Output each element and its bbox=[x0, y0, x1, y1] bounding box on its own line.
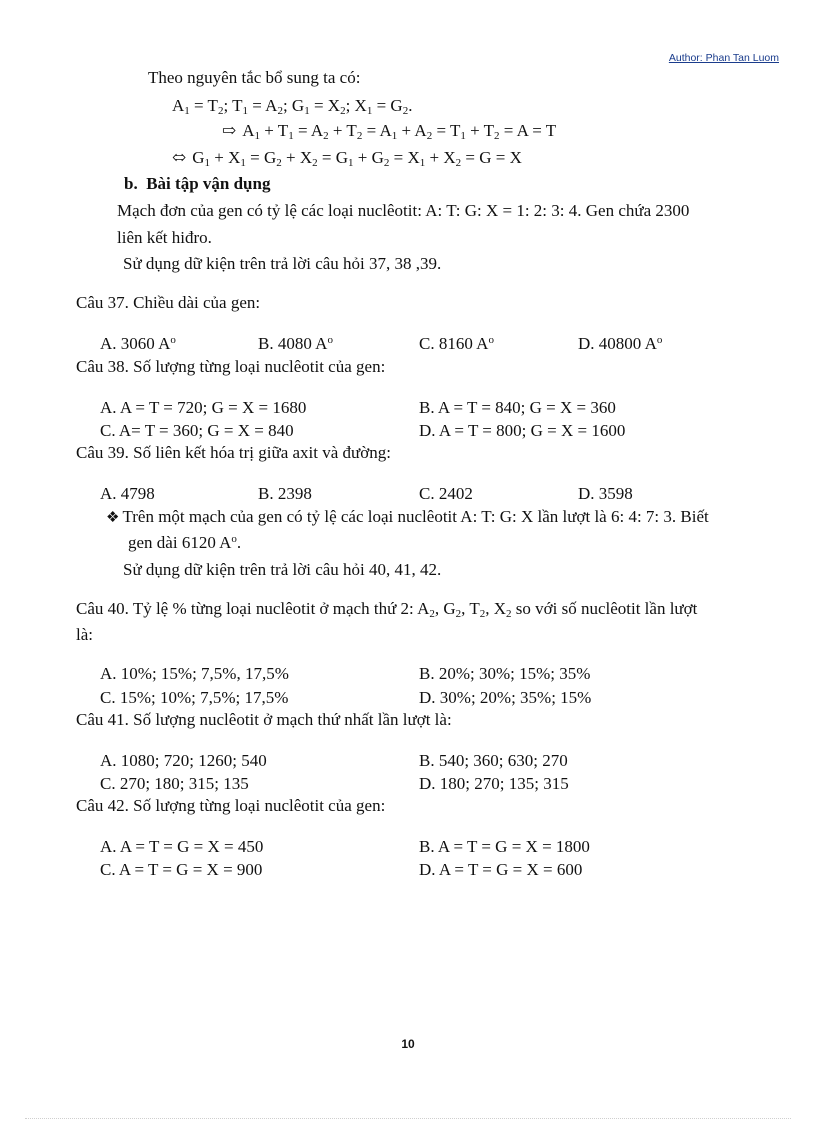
diamond-bullet-icon: ❖ bbox=[106, 510, 120, 526]
left-right-arrow-icon: ⬄ bbox=[172, 148, 187, 167]
q37-option-b: B. 4080 $A^o$ bbox=[258, 334, 333, 353]
q40-option-d: D. 30%; 20%; 35%; 15% bbox=[419, 688, 592, 707]
q39-option-a: A. 4798 bbox=[100, 484, 155, 503]
part2-line1: ❖ Trên một mạch của gen có tỷ lệ các loại nuclêotit A: T: G: X lần lượt là 6: 4: 7: 3. Biết bbox=[106, 507, 709, 526]
question-38: Câu 38. Số lượng từng loại nuclêotit của gen: bbox=[76, 357, 386, 376]
equation-at: ⇨ $A_1 + T_1 = A_2 + T_2 = A_1 + A_2 = T_1 + T_2 = A = T$ bbox=[222, 121, 557, 142]
q42-option-b: B. A = T = G = X = 1800 bbox=[419, 837, 590, 856]
question-42: Câu 42. Số lượng từng loại nuclêotit của gen: bbox=[76, 796, 386, 815]
q42-option-c: C. A = T = G = X = 900 bbox=[100, 860, 263, 879]
theory-intro: Theo nguyên tắc bổ sung ta có: bbox=[148, 68, 361, 87]
question-40: Câu 40. Tỷ lệ % từng loại nuclêotit ở mạch thứ 2: $A_2$, $G_2$, $T_2$, $X_2$ so với số nuclêotit lần lượt bbox=[76, 599, 698, 620]
q39-option-c: C. 2402 bbox=[419, 484, 473, 503]
q40-option-b: B. 20%; 30%; 15%; 35% bbox=[419, 664, 591, 683]
q39-option-d: D. 3598 bbox=[578, 484, 633, 503]
q38-option-c: C. A= T = 360; G = X = 840 bbox=[100, 421, 294, 440]
page-bottom-divider bbox=[25, 1118, 791, 1119]
q41-option-b: B. 540; 360; 630; 270 bbox=[419, 751, 568, 770]
exercise-para-line2: liên kết hiđro. bbox=[117, 228, 212, 247]
question-41: Câu 41. Số lượng nuclêotit ở mạch thứ nhất lần lượt là: bbox=[76, 710, 452, 729]
question-37: Câu 37. Chiều dài của gen: bbox=[76, 293, 261, 312]
question-39: Câu 39. Số liên kết hóa trị giữa axit và đường: bbox=[76, 443, 391, 462]
q40-option-a: A. 10%; 15%; 7,5%, 17,5% bbox=[100, 664, 289, 683]
q37-option-c: C. 8160 $A^o$ bbox=[419, 334, 494, 353]
complementary-relations: $A_1 = T_2$; $T_1 = A_2$; $G_1 = X_2$; $X_1 = G_2$. bbox=[172, 96, 413, 117]
q40-option-c: C. 15%; 10%; 7,5%; 17,5% bbox=[100, 688, 289, 707]
equation-gx: ⬄ $G_1 + X_1 = G_2 + X_2 = G_1 + G_2 = X_1 + X_2 = G = X$ bbox=[172, 148, 522, 169]
section-heading: b. Bài tập vận dụng bbox=[124, 174, 271, 193]
q39-option-b: B. 2398 bbox=[258, 484, 312, 503]
q42-option-d: D. A = T = G = X = 600 bbox=[419, 860, 583, 879]
q41-option-a: A. 1080; 720; 1260; 540 bbox=[100, 751, 267, 770]
q38-option-b: B. A = T = 840; G = X = 360 bbox=[419, 398, 616, 417]
q41-option-c: C. 270; 180; 315; 135 bbox=[100, 774, 249, 793]
author-credit: Author: Phan Tan Luom bbox=[668, 52, 779, 64]
exercise-para-line3: Sử dụng dữ kiện trên trả lời câu hỏi 37, 38 ,39. bbox=[123, 254, 442, 273]
q37-option-a: A. 3060 $A^o$ bbox=[100, 334, 176, 353]
q38-option-a: A. A = T = 720; G = X = 1680 bbox=[100, 398, 307, 417]
q37-option-d: D. 40800 $A^o$ bbox=[578, 334, 663, 353]
q38-option-d: D. A = T = 800; G = X = 1600 bbox=[419, 421, 626, 440]
q42-option-a: A. A = T = G = X = 450 bbox=[100, 837, 264, 856]
part2-line3: Sử dụng dữ kiện trên trả lời câu hỏi 40, 41, 42. bbox=[123, 560, 442, 579]
question-40-line2: là: bbox=[76, 625, 93, 644]
right-arrow-icon: ⇨ bbox=[222, 121, 237, 140]
q41-option-d: D. 180; 270; 135; 315 bbox=[419, 774, 569, 793]
page-number: 10 bbox=[401, 1037, 415, 1051]
exercise-para-line1: Mạch đơn của gen có tỷ lệ các loại nuclêotit: A: T: G: X = 1: 2: 3: 4. Gen chứa 2300 bbox=[117, 201, 690, 220]
part2-line2: gen dài 6120 $A^o$. bbox=[128, 533, 242, 552]
